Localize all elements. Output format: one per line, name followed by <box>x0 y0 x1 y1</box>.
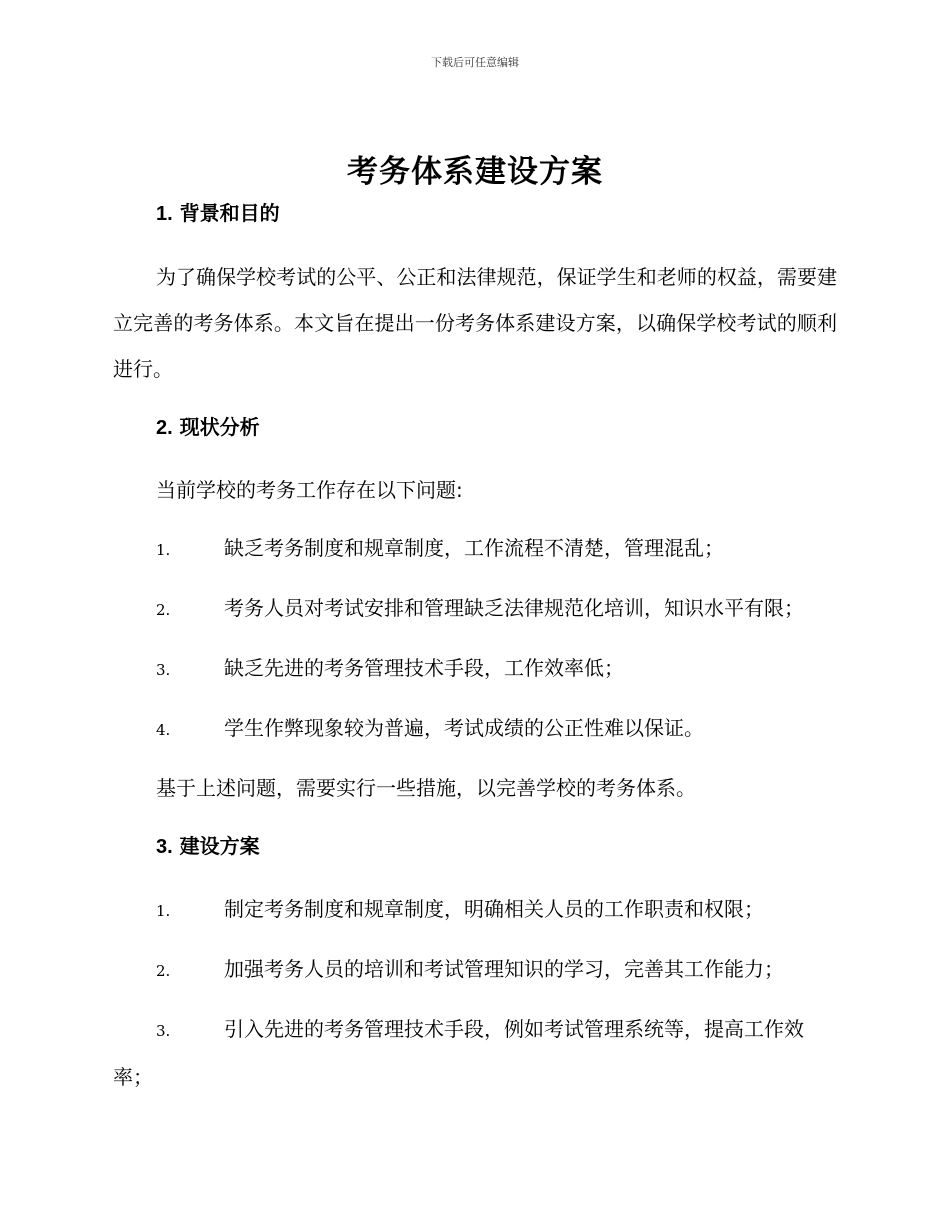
list-text: 学生作弊现象较为普遍，考试成绩的公正性难以保证。 <box>224 716 704 740</box>
document-title: 考务体系建设方案 <box>347 154 603 190</box>
list-text: 考务人员对考试安排和管理缺乏法律规范化培训，知识水平有限； <box>224 596 804 620</box>
paragraph: 当前学校的考务工作存在以下问题: <box>156 478 463 502</box>
list-number: 1. <box>156 902 171 920</box>
list-text: 加强考务人员的培训和考试管理知识的学习，完善其工作能力； <box>224 957 784 981</box>
list-item <box>113 1006 837 1100</box>
list-number: 4. <box>156 721 171 739</box>
list-number: 2. <box>156 962 171 980</box>
list-text: 缺乏考务制度和规章制度，工作流程不清楚，管理混乱； <box>224 536 724 560</box>
section-title: 建设方案 <box>179 834 260 858</box>
document-body <box>113 148 837 1100</box>
section-number: 2. <box>156 417 173 439</box>
list-item <box>113 946 837 994</box>
list-item <box>113 886 837 934</box>
list-item <box>113 525 837 573</box>
paragraph: 为了确保学校考试的公平、公正和法律规范，保证学生和老师的权益，需要建立完善的考务体系。本文旨在提出一份考务体系建设方案，以确保学校考试的顺利进行。 <box>113 265 837 381</box>
section-title: 背景和目的 <box>179 201 280 225</box>
list-text: 制定考务制度和规章制度，明确相关人员的工作职责和权限； <box>224 897 764 921</box>
section-heading-1 <box>113 198 837 229</box>
list-item <box>113 705 837 753</box>
list-item <box>113 585 837 633</box>
list-text: 缺乏先进的考务管理技术手段，工作效率低； <box>224 656 624 680</box>
section-number: 3. <box>156 836 173 858</box>
list-item <box>113 645 837 693</box>
section-heading-2 <box>113 412 837 443</box>
section-heading-3 <box>113 831 837 862</box>
list-number: 1. <box>156 541 171 559</box>
list-number: 3. <box>156 661 171 679</box>
page-header-note: 下载后可任意编辑 <box>431 56 519 69</box>
paragraph: 基于上述问题，需要实行一些措施，以完善学校的考务体系。 <box>156 776 696 800</box>
list-number: 3. <box>156 1022 171 1040</box>
section-number: 1. <box>156 203 173 225</box>
section-title: 现状分析 <box>179 415 260 439</box>
list-text: 引入先进的考务管理技术手段，例如考试管理系统等，提高工作效率； <box>113 1017 804 1089</box>
list-number: 2. <box>156 601 171 619</box>
